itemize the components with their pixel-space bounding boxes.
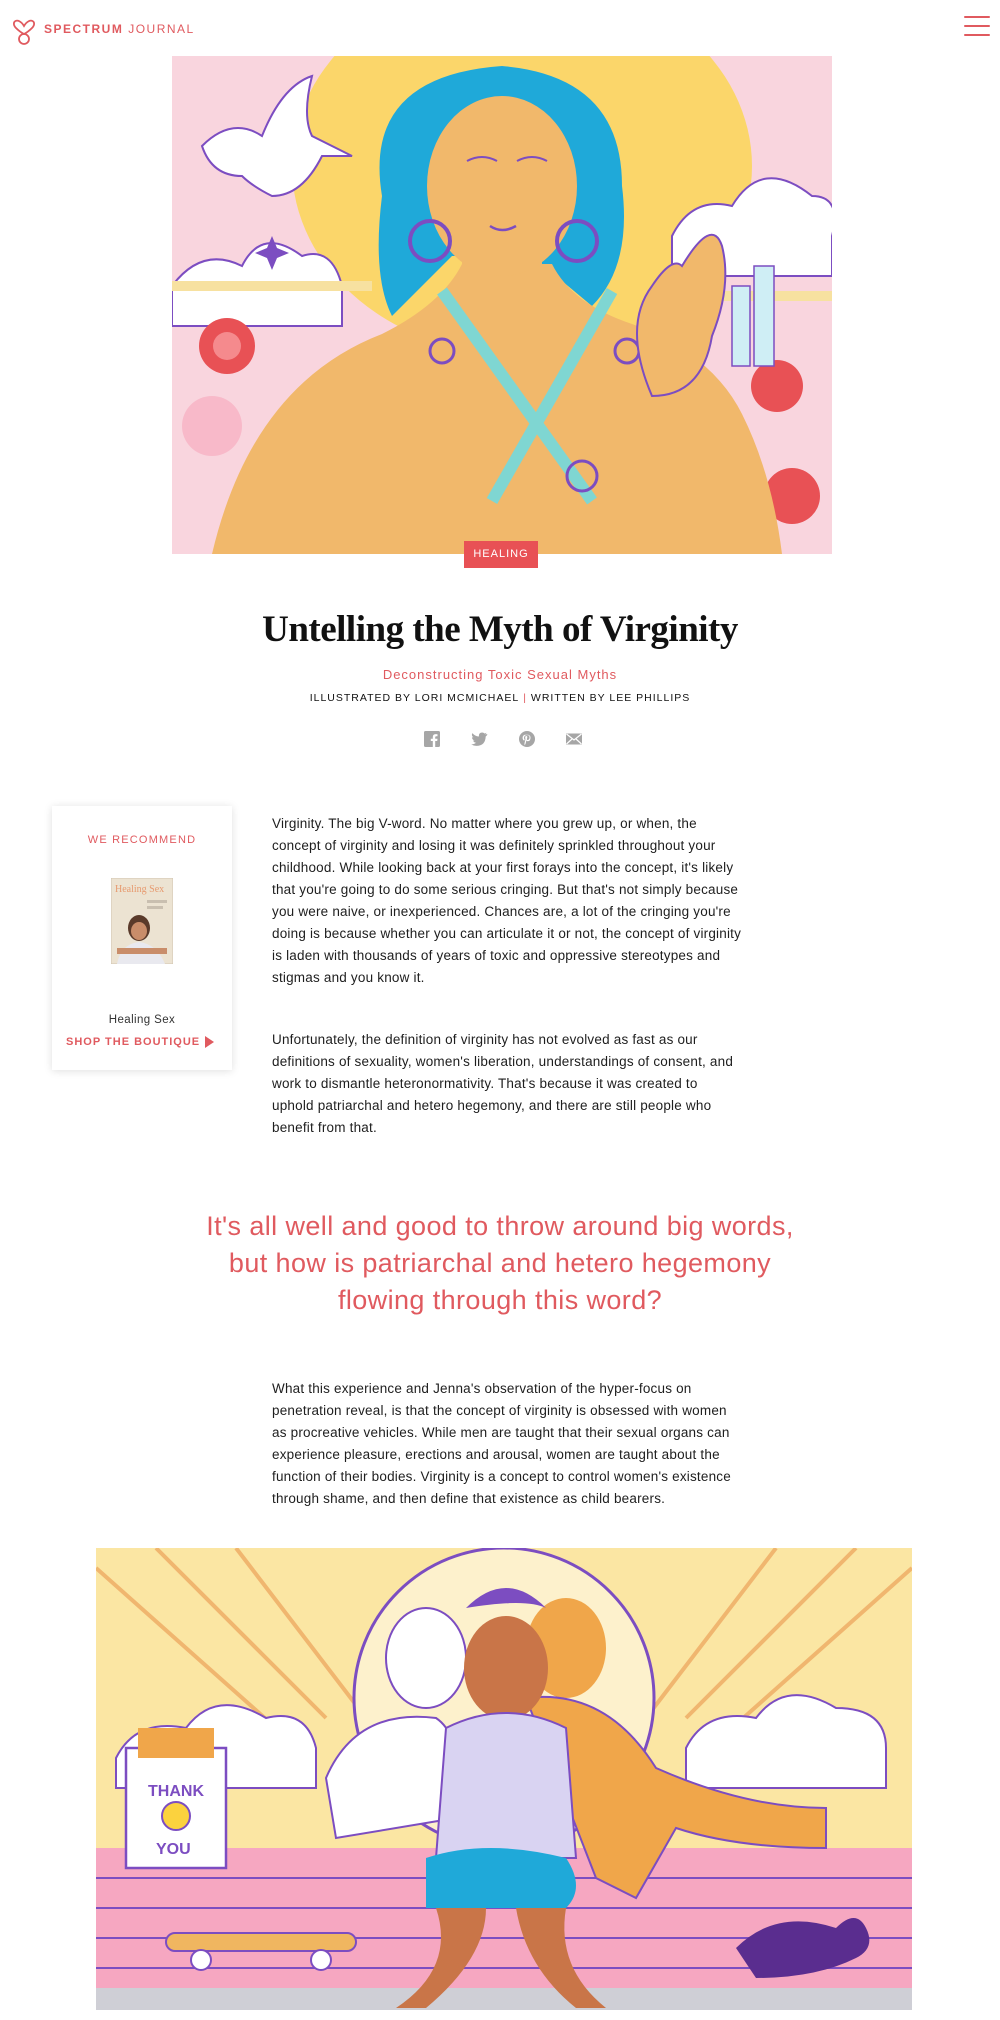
twitter-icon[interactable] (470, 730, 488, 748)
recommend-card (52, 806, 232, 1070)
bag-you-text: YOU (156, 1841, 191, 1858)
article-title: Untelling the Myth of Virginity (262, 609, 738, 650)
email-icon[interactable] (565, 730, 583, 748)
logo-text (44, 22, 195, 36)
heart-logo-icon (12, 12, 36, 46)
facebook-icon[interactable] (423, 730, 441, 748)
book-cover-image[interactable] (111, 878, 173, 964)
second-illustration (96, 1548, 912, 2010)
menu-button[interactable] (964, 16, 990, 36)
bag-thank-text: THANK (148, 1783, 204, 1800)
byline-separator: | (523, 692, 527, 704)
category-tag[interactable]: HEALING (464, 541, 538, 568)
byline (0, 692, 1000, 704)
share-bar (423, 730, 583, 748)
pull-quote: It's all well and good to throw around big words, but how is patriarchal and hetero hegemony flowing through this word? (206, 1211, 794, 1315)
article-paragraph-2: Unfortunately, the definition of virginity has not evolved as fast as our definitions of sexuality, women's liberation, understandings of consent, and work to dismantle heteronormativity. That's because it was created to uphold patriarchal and hetero hegemony, and there are still people who benefit from that. (272, 1032, 734, 1135)
book-cover-title: Healing Sex (115, 884, 165, 895)
hero-illustration (172, 56, 832, 554)
shop-boutique-link[interactable] (66, 1036, 226, 1048)
site-logo[interactable] (12, 12, 195, 46)
logo-text-bold: SPECTRUM (44, 22, 124, 36)
recommend-label: WE RECOMMEND (87, 834, 197, 846)
menu-icon-bar (964, 25, 990, 27)
article-subtitle: Deconstructing Toxic Sexual Myths (382, 667, 618, 682)
recommend-product-name[interactable]: Healing Sex (108, 1014, 176, 1026)
play-arrow-icon (205, 1036, 214, 1048)
pinterest-icon[interactable] (518, 730, 536, 748)
menu-icon-bar (964, 16, 990, 18)
menu-icon-bar (964, 34, 990, 36)
shop-boutique-label: SHOP THE BOUTIQUE (66, 1036, 201, 1048)
article-paragraph-3: What this experience and Jenna's observation of the hyper-focus on penetration reveal, is that the concept of virginity is obsessed with women as procreative vehicles. While men are taught that their sexual organs can experience pleasure, erections and arousal, women are taught about the function of their bodies. Virginity is a concept to control women's existence through shame, and then define that existence as child bearers. (272, 1381, 731, 1506)
illustrator-credit[interactable]: ILLUSTRATED BY LORI MCMICHAEL (309, 692, 520, 704)
logo-text-light: JOURNAL (128, 22, 195, 36)
writer-credit[interactable]: WRITTEN BY LEE PHILLIPS (530, 692, 691, 704)
article-paragraph-1: Virginity. The big V-word. No matter where you grew up, or when, the concept of virginity and losing it was definitely sprinkled throughout your childhood. While looking back at your first forays into the concept, it's likely that you're going to do some serious cringing. But that's not simply because you were naive, or inexperienced. Chances are, a lot of the cringing you're doing is because whether you can articulate it or not, the concept of virginity is laden with thousands of years of toxic and oppressive stereotypes and stigmas and you know it. (272, 816, 742, 985)
